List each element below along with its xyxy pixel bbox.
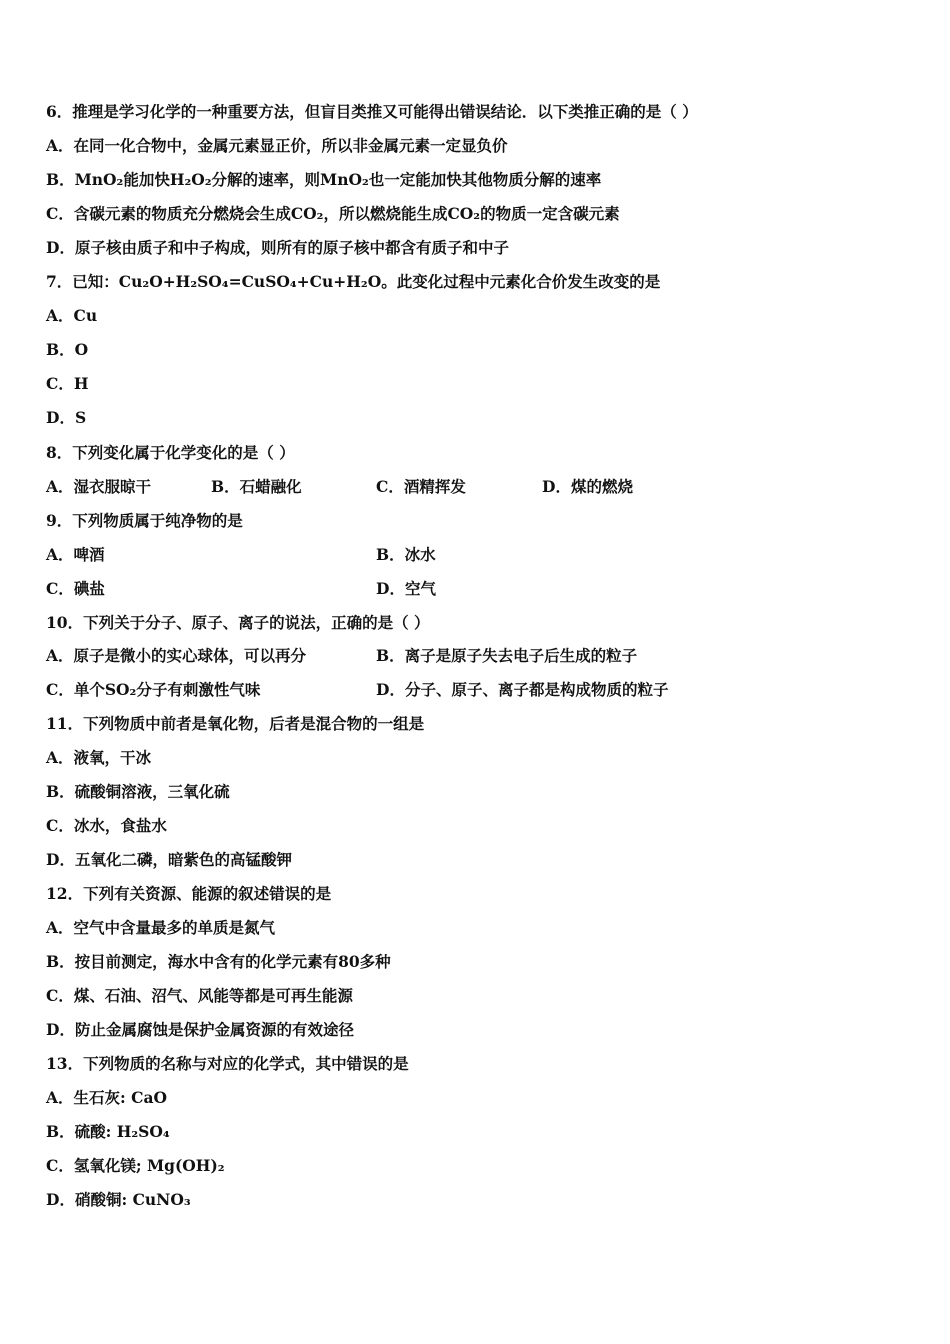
- option-label: C．: [46, 374, 74, 393]
- question-text: 下列物质属于纯净物的是: [72, 511, 243, 530]
- question-6-option-d: [46, 238, 509, 258]
- question-7-option-a: [46, 306, 97, 326]
- question-text: 下列物质的名称与对应的化学式，其中错误的是: [83, 1054, 409, 1073]
- question-text: 下列有关资源、能源的叙述错误的是: [83, 884, 332, 903]
- option-label: B．: [46, 952, 75, 971]
- question-8-stem: [46, 443, 295, 463]
- question-10-option-c: C．单个SO₂分子有刺激性气味: [46, 680, 261, 699]
- question-6-option-c: [46, 204, 620, 224]
- question-12-stem: [46, 884, 331, 904]
- question-7-stem: [46, 272, 660, 292]
- question-9-options-row-2: [0, 579, 950, 599]
- question-12-option-b: [46, 952, 391, 972]
- option-text: 冰水，食盐水: [73, 816, 167, 835]
- question-text: 推理是学习化学的一种重要方法，但盲目类推又可能得出错误结论．以下类推正确的是（ ）: [72, 102, 698, 121]
- question-7-option-c: [46, 374, 89, 394]
- option-label: D．: [46, 1190, 75, 1209]
- question-number: 12．: [46, 884, 84, 903]
- option-label: A．: [46, 306, 74, 325]
- option-text: MnO₂能加快H₂O₂分解的速率，则MnO₂也一定能加快其他物质分解的速率: [74, 170, 602, 189]
- option-label: B．: [46, 340, 75, 359]
- question-12-option-d: [46, 1020, 354, 1040]
- question-number: 11．: [46, 714, 84, 733]
- option-label: B．: [46, 782, 75, 801]
- question-9-option-a: A．啤酒: [46, 545, 105, 564]
- question-8-option-b: B．石蜡融化: [211, 477, 302, 496]
- question-number: 6．: [46, 102, 73, 121]
- question-text: 下列物质中前者是氧化物，后者是混合物的一组是: [83, 714, 425, 733]
- question-10-option-a: A．原子是微小的实心球体，可以再分: [46, 646, 307, 665]
- option-label: B．: [46, 1122, 75, 1141]
- option-label: D．: [46, 850, 75, 869]
- option-text: 生石灰: CaO: [73, 1088, 168, 1107]
- question-9-option-c: C．碘盐: [46, 579, 105, 598]
- question-13-option-d: [46, 1190, 191, 1210]
- option-text: 原子核由质子和中子构成，则所有的原子核中都含有质子和中子: [74, 238, 509, 257]
- question-10-options-row-1: [0, 646, 950, 666]
- option-label: C．: [46, 816, 74, 835]
- option-label: C．: [46, 986, 74, 1005]
- option-label: A．: [46, 136, 74, 155]
- question-11-option-a: [46, 748, 151, 768]
- question-text: 下列变化属于化学变化的是（ ）: [72, 443, 295, 462]
- question-10-options-row-2: [0, 680, 950, 700]
- question-8-options: [0, 477, 950, 497]
- question-11-option-b: [46, 782, 230, 802]
- option-label: D．: [46, 408, 75, 427]
- option-text: 氢氧化镁; Mg(OH)₂: [73, 1156, 225, 1175]
- question-13-option-b: [46, 1122, 170, 1142]
- question-13-option-c: [46, 1156, 225, 1176]
- option-text: 硝酸铜: CuNO₃: [74, 1190, 191, 1209]
- option-text: H: [73, 374, 89, 393]
- question-number: 13．: [46, 1054, 84, 1073]
- question-11-stem: [46, 714, 424, 734]
- option-text: Cu: [73, 306, 98, 325]
- option-text: S: [74, 408, 87, 427]
- option-label: B．: [46, 170, 75, 189]
- question-8-option-c: C．酒精挥发: [376, 477, 466, 496]
- option-text: 空气中含量最多的单质是氮气: [73, 918, 276, 937]
- option-text: 硫酸铜溶液，三氧化硫: [74, 782, 230, 801]
- option-label: A．: [46, 1088, 74, 1107]
- question-7-option-d: [46, 408, 86, 428]
- option-text: O: [74, 340, 89, 359]
- question-text: 下列关于分子、原子、离子的说法，正确的是（ ）: [83, 613, 430, 632]
- option-text: 在同一化合物中，金属元素显正价，所以非金属元素一定显负价: [73, 136, 508, 155]
- option-text: 硫酸: H₂SO₄: [74, 1122, 170, 1141]
- option-text: 煤、石油、沼气、风能等都是可再生能源: [73, 986, 353, 1005]
- question-12-option-a: [46, 918, 275, 938]
- question-number: 9．: [46, 511, 73, 530]
- question-11-option-c: [46, 816, 167, 836]
- question-8-option-a: A．湿衣服晾干: [46, 477, 152, 496]
- option-text: 五氧化二磷，暗紫色的高锰酸钾: [74, 850, 292, 869]
- question-10-option-d: D．分子、原子、离子都是构成物质的粒子: [376, 680, 669, 699]
- option-text: 按目前测定，海水中含有的化学元素有80多种: [74, 952, 391, 971]
- option-text: 防止金属腐蚀是保护金属资源的有效途径: [74, 1020, 354, 1039]
- question-9-option-d: D．空气: [376, 579, 436, 598]
- question-7-option-b: [46, 340, 88, 360]
- question-number: 10．: [46, 613, 84, 632]
- question-8-option-d: D．煤的燃烧: [542, 477, 633, 496]
- question-number: 8．: [46, 443, 73, 462]
- question-9-stem: [46, 511, 243, 531]
- option-text: 液氧，干冰: [73, 748, 152, 767]
- question-6-stem: [46, 102, 698, 122]
- question-9-options-row-1: [0, 545, 950, 565]
- question-13-option-a: [46, 1088, 167, 1108]
- option-label: C．: [46, 1156, 74, 1175]
- question-6-option-a: [46, 136, 508, 156]
- question-6-option-b: [46, 170, 601, 190]
- option-label: D．: [46, 1020, 75, 1039]
- question-number: 7．: [46, 272, 73, 291]
- question-12-option-c: [46, 986, 353, 1006]
- question-13-stem: [46, 1054, 409, 1074]
- question-text: 已知：Cu₂O+H₂SO₄=CuSO₄+Cu+H₂O。此变化过程中元素化合价发生改变的是: [72, 272, 661, 291]
- question-9-option-b: B．冰水: [376, 545, 436, 564]
- option-label: C．: [46, 204, 74, 223]
- option-label: A．: [46, 918, 74, 937]
- option-label: A．: [46, 748, 74, 767]
- question-10-stem: [46, 613, 429, 633]
- option-label: D．: [46, 238, 75, 257]
- question-11-option-d: [46, 850, 292, 870]
- question-10-option-b: B．离子是原子失去电子后生成的粒子: [376, 646, 638, 665]
- option-text: 含碳元素的物质充分燃烧会生成CO₂，所以燃烧能生成CO₂的物质一定含碳元素: [73, 204, 620, 223]
